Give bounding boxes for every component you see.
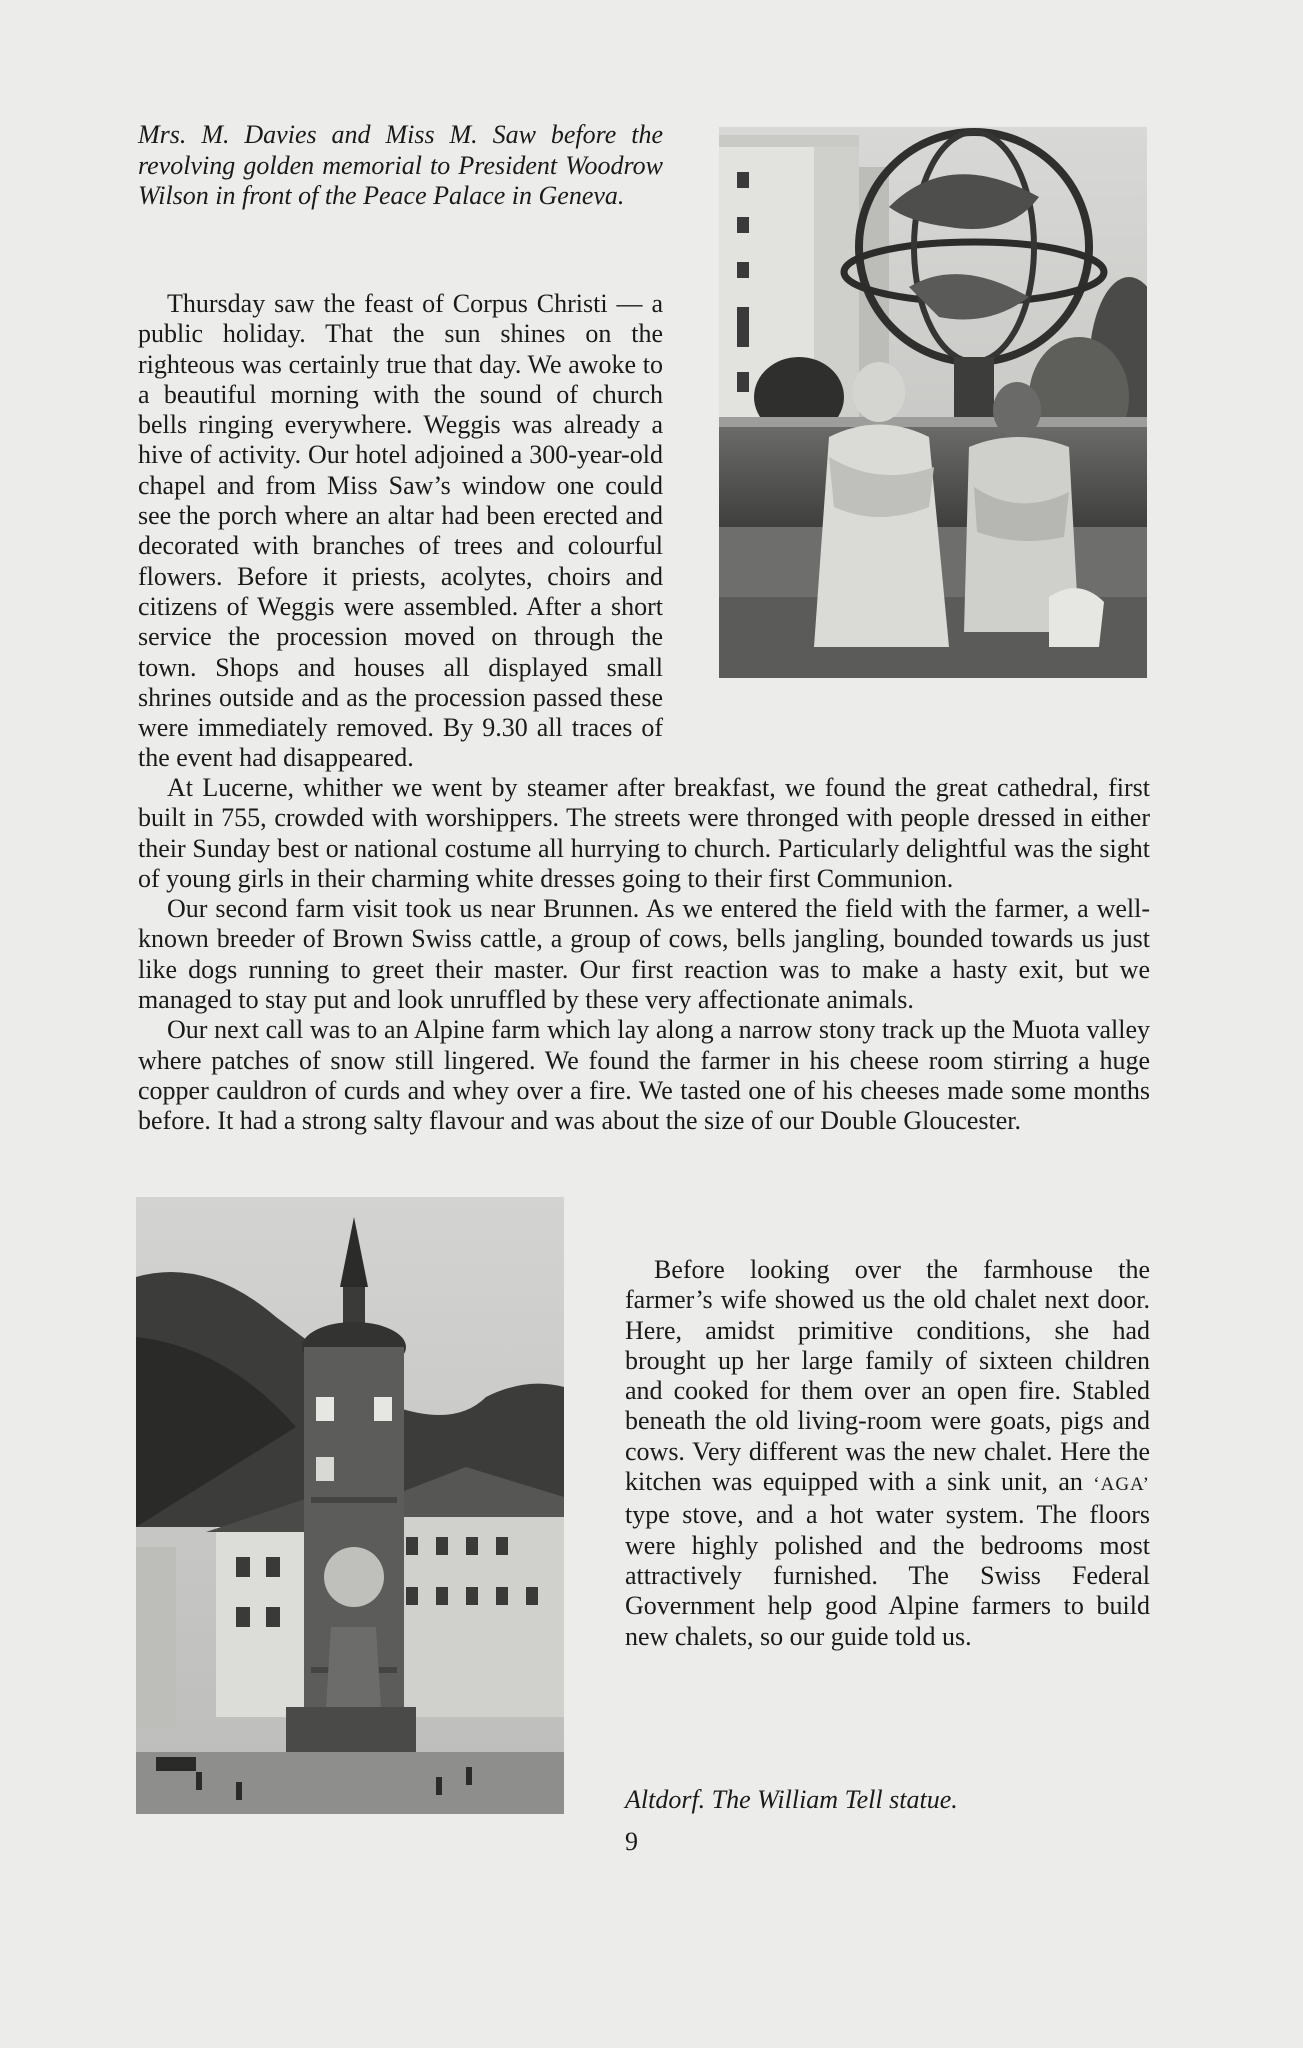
photo-caption-altdorf: Altdorf. The William Tell statue. bbox=[625, 1785, 958, 1814]
photo-altdorf-tell-statue bbox=[136, 1197, 564, 1814]
photo-wilson-memorial bbox=[719, 127, 1147, 678]
paragraph: Thursday saw the feast of Corpus Christi — a public holiday. That the sun shines on the righteous was certainly true that day. We awoke to a beautiful morning with the sound of church bells ringing everywhere. Weggis was already a hive of activity. Our hotel adjoined a 300-year-old chapel and from Miss Saw’s window one could see the porch where an altar had been erected and decorated with branches of trees and colourful flowers. Before it priests, acolytes, choirs and citizens of Weggis were assembled. After a short service the procession moved on through the town. Shops and houses all displayed small shrines outside and as the procession passed these were immediately removed. By 9.30 all traces of the event had disappeared. bbox=[138, 289, 663, 773]
body-text-bottom bbox=[625, 1255, 1150, 1652]
photo-caption-geneva: Mrs. M. Davies and Miss M. Saw before the revolving golden memorial to President Woodrow Wilson in front of the Peace Palace in Geneva. bbox=[138, 120, 663, 210]
paragraph-text: type stove, and a hot water system. The floors were highly polished and the bedrooms most attractively furnished. The Swiss Federal Government help good Alpine farmers to build new chalets, so our guide told us. bbox=[625, 1500, 1150, 1651]
page-number: 9 bbox=[625, 1827, 638, 1856]
aga-smallcaps: ‘AGA’ bbox=[1093, 1474, 1150, 1496]
paragraph bbox=[625, 1255, 1150, 1652]
paragraph: Our next call was to an Alpine farm which lay along a narrow stony track up the Muota valley where patches of snow still lingered. We found the farmer in his cheese room stirring a huge copper cauldron of curds and whey over a fire. We tasted one of his cheeses made some months before. It had a strong salty flavour and was about the size of our Double Gloucester. bbox=[138, 1015, 1150, 1136]
paragraph: At Lucerne, whither we went by steamer after breakfast, we found the great cathedral, first built in 755, crowded with worshippers. The streets were thronged with people dressed in either their Sunday best or national costume all hurrying to church. Particularly delightful was the sight of young girls in their charming white dresses going to their first Communion. bbox=[138, 773, 1150, 893]
paragraph: Our second farm visit took us near Brunnen. As we entered the field with the farmer, a well-known breeder of Brown Swiss cattle, a group of cows, bells jangling, bounded towards us just like dogs running to greet their master. Our first reaction was to make a hasty exit, but we managed to stay put and look unruffled by these very affectionate animals. bbox=[138, 894, 1150, 1015]
paragraph-text: Before looking over the farmhouse the farmer’s wife showed us the old chalet next door. Here, amidst primitive conditions, she had brought up her large family of sixteen children and cooked for them over an open fire. Stabled beneath the old living-room were goats, pigs and cows. Very different was the new chalet. Here the kitchen was equipped with a sink unit, an bbox=[625, 1255, 1150, 1497]
body-text-middle bbox=[138, 773, 1150, 1137]
body-text-top bbox=[138, 289, 663, 774]
